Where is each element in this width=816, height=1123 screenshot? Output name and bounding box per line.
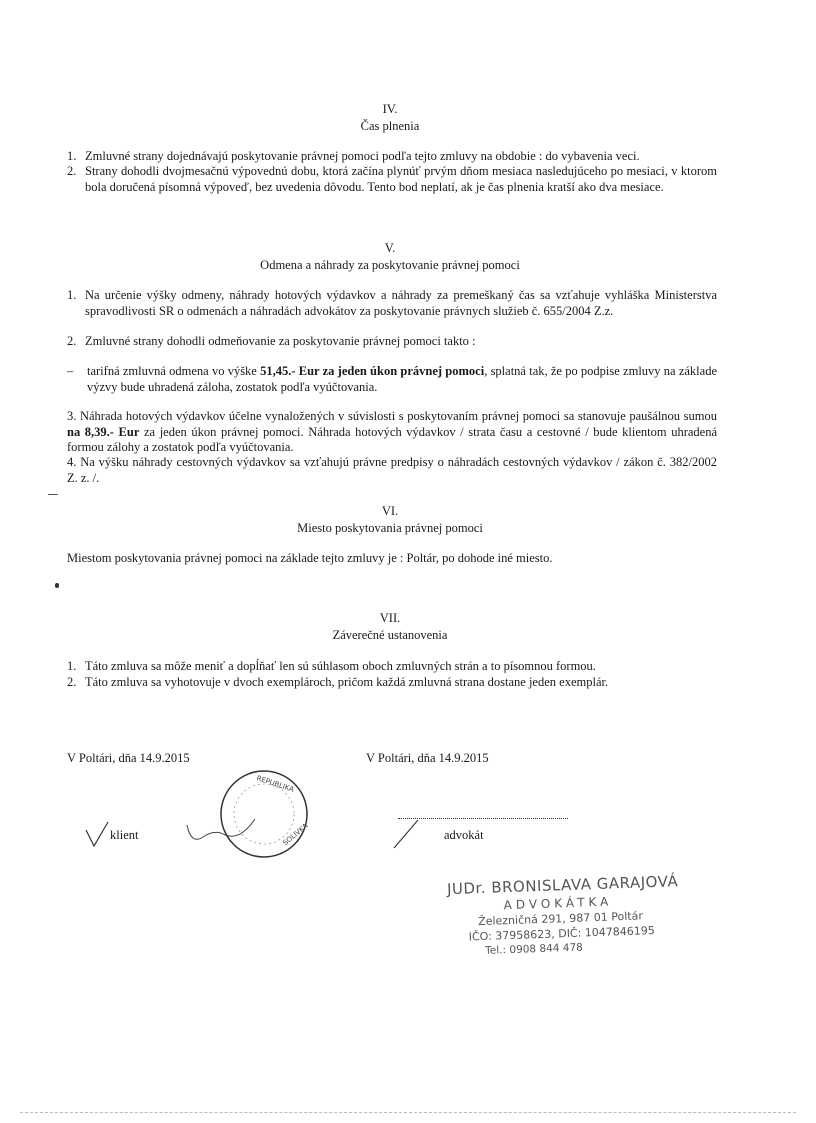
section-7-item-2 [67, 675, 717, 691]
round-stamp [218, 768, 310, 860]
section-7-item-1 [67, 659, 717, 675]
bullet-text-start: tarifná zmluvná odmena vo výške [87, 364, 261, 378]
stamp-address: Železničná 291, 987 01 Poltár [477, 909, 644, 929]
scan-artifact-line [48, 494, 58, 495]
bullet-text-bold: 51,45.- Eur za jeden úkon právnej pomoci [260, 364, 485, 378]
right-place-date: V Poltári, dňa 14.9.2015 [366, 751, 489, 765]
p3-end: za jeden úkon právnej pomoci. Náhrada hotových výdavkov / strata času a cestovné / bude klientom uhradená formou zálohy a zostatok podľa vyúčtovania. [67, 424, 717, 454]
bullet-text-end: , splatná tak, že po podpise zmluvy na základe výzvy bude uhradená záloha, zostatok podľa vyúčtovania. [87, 364, 717, 394]
section-4-number: IV. [382, 102, 398, 116]
item-text: Zmluvné strany dojednávajú poskytovanie právnej pomoci podľa tejto zmluvy na obdobie : do vybavenia veci. [85, 149, 640, 163]
section-5-item-1 [67, 288, 717, 319]
item-text: Táto zmluva sa vyhotovuje v dvoch exemplároch, pričom každá zmluvná strana dostane jeden exemplár. [85, 675, 609, 689]
advocate-signature-line [398, 818, 568, 819]
item-text: Táto zmluva sa môže meniť a dopĺňať len sú súhlasom oboch zmluvných strán a to písomnou formou. [85, 659, 596, 673]
item-number: 1. [67, 659, 77, 673]
stamp-ids: IČO: 37958623, DIČ: 1047846195 [468, 923, 655, 944]
section-7-title: Záverečné ustanovenia [332, 628, 448, 642]
item-text: Strany dohodli dvojmesačnú výpovednú dobu, ktorá začína plynúť prvým dňom mesiaca nasledujúceho po mesiaci, v ktorom bola doručená písomná výpoveď, bez uvedenia dôvodu. Tento bod neplatí, ak je čas plnenia kratší ako dva mesiace. [85, 164, 717, 194]
item-number: 1. [67, 149, 77, 163]
stamp-name: JUDr. BRONISLAVA GARAJOVÁ [446, 872, 679, 899]
advocate-signature-mark [392, 816, 422, 850]
section-5-paragraph-4: 4. Na výšku náhrady cestovných výdavkov sa vzťahujú právne predpisy o náhradách cestovných výdavkov / zákon č. 382/2002 Z. z. /. [67, 455, 717, 485]
client-label: klient [110, 828, 139, 842]
section-5-heading [60, 240, 720, 274]
section-4-item-1 [67, 149, 717, 165]
left-place-date: V Poltári, dňa 14.9.2015 [67, 751, 190, 765]
section-4-heading [60, 101, 720, 135]
round-stamp-bottom-text: SOLIVKA [281, 821, 310, 848]
bullet-dash: – [67, 364, 74, 378]
section-6-text: Miestom poskytovania právnej pomoci na základe tejto zmluvy je : Poltár, po dohode iné miesto. [67, 551, 553, 565]
stamp-profession: ADVOKÁTKA [503, 894, 613, 913]
section-5-number: V. [384, 241, 396, 255]
scan-artifact-dot [55, 583, 59, 588]
section-7-number: VII. [379, 611, 401, 625]
p3-start: 3. Náhrada hotových výdavkov účelne vynaložených v súvislosti s poskytovaním právnej pomoci sa stanovuje paušálnou sumou [67, 409, 717, 423]
round-stamp-top-text: REPUBLIKA [255, 774, 295, 794]
item-number: 2. [67, 164, 77, 178]
item-text: Zmluvné strany dohodli odmeňovanie za poskytovanie právnej pomoci takto : [85, 334, 476, 348]
advocate-label: advokát [444, 828, 484, 842]
section-5-title: Odmena a náhrady za poskytovanie právnej pomoci [260, 258, 520, 272]
p3-bold: na 8,39.- Eur [67, 424, 140, 439]
advocate-stamp [447, 872, 690, 958]
stamp-phone: Tel.: 0908 844 478 [484, 941, 584, 957]
section-6-heading [60, 503, 720, 537]
section-4-item-2 [67, 164, 717, 195]
section-5-paragraph-3 [67, 409, 717, 456]
item-number: 2. [67, 675, 77, 689]
item-number: 1. [67, 288, 77, 302]
section-4-title: Čas plnenia [360, 119, 420, 133]
section-6-title: Miesto poskytovania právnej pomoci [297, 521, 483, 535]
scan-bottom-edge [20, 1112, 796, 1113]
item-text: Na určenie výšky odmeny, náhrady hotových výdavkov a náhrady za premeškaný čas sa vzťahuje vyhláška Ministerstva spravodlivosti SR o odmenách a náhradách advokátov za poskytovanie právnych služieb č. 655/2004 Z.z. [85, 288, 717, 318]
section-7-heading [60, 610, 720, 644]
bullet-text [87, 364, 717, 395]
section-5-item-2 [67, 334, 717, 350]
section-5-bullet [67, 364, 717, 395]
item-number: 2. [67, 334, 77, 348]
section-6-number: VI. [381, 504, 399, 518]
client-signature-mark [82, 820, 112, 850]
